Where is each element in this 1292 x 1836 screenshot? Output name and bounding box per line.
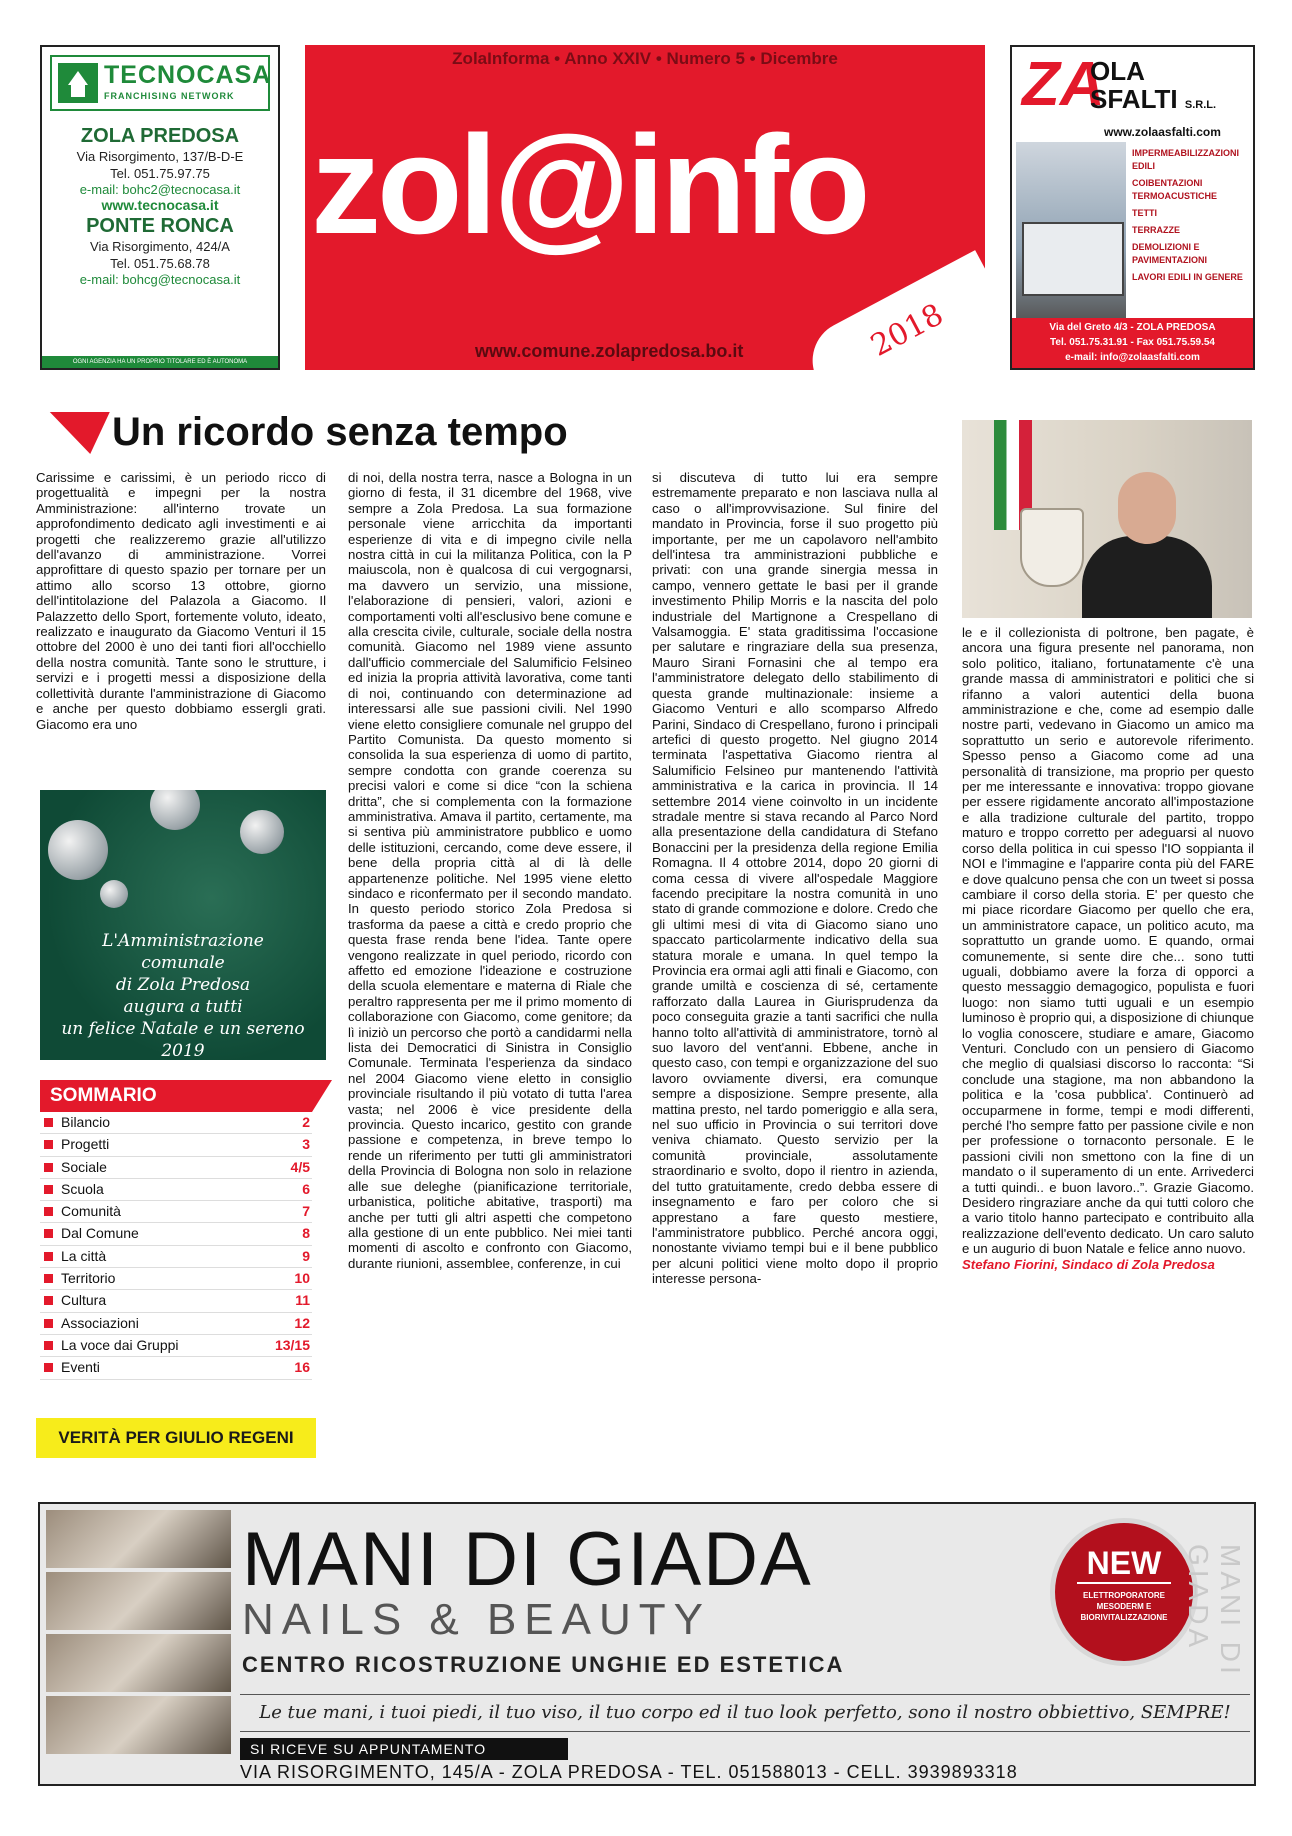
sommario-item[interactable] [40,1290,312,1312]
za-logo-icon: ZA [1022,50,1105,119]
giada-address: VIA RISORGIMENTO, 145/A - ZOLA PREDOSA - TEL. 051588013 - CELL. 3939893318 [240,1762,1018,1782]
sommario-page: 2 [302,1114,310,1130]
tecnocasa-footer: OGNI AGENZIA HA UN PROPRIO TITOLARE ED È AUTONOMA [42,356,278,368]
office1-city: ZOLA PREDOSA [80,125,240,147]
portrait-body [1082,536,1212,618]
giada-subtitle: NAILS & BEAUTY [242,1595,712,1644]
ornament-icon [240,810,284,854]
sommario-item[interactable] [40,1223,312,1245]
service-item: TETTI [1132,208,1157,218]
sommario-label: Bilancio [61,1114,111,1130]
sommario-item[interactable] [40,1357,312,1379]
sommario-item[interactable] [40,1335,312,1357]
sommario-page: 10 [294,1270,310,1287]
issue-line: ZolaInforma • Anno XXIV • Numero 5 • Dicembre [452,49,838,68]
bullet-icon [44,1319,53,1328]
sommario-title: SOMMARIO [40,1080,312,1112]
asfalti-contacts [1012,318,1253,368]
article-column-4-text: le e il collezionista di poltrone, ben pagate, è ancora una figura presente nel panorama, non solo politico, italiano, fortunatamente c'è una grande massa di amministratori e politici che si rifanno a valori autentici della buona amministrazione e che, come ad esempio dalle nostre parti, vedevano in Giacomo un amico ma soprattutto un serio e autorevole riferimento. Spesso penso a Giacomo come ad una personalità di transizione, ma proprio per questo per me interessante e innovativa: troppo giovane per essere rigidamente ancorato all'impostazione e alla tradizione culturale del partito, troppo maturo e troppo corretto per adeguarsi al nuovo corso della politica in cui spesso l'IO soppianta il NOI e l'immagine e l'apparire conta più del FARE e dove qualcuno pensa che con un tweet si possa cambiare il corso della storia. E' per questo che mi piace ricordare Giacomo per quello che era, un amministratore capace, un politico acuto, ma soprattutto un grande uomo. E quando, ormai comunemente, si sente dire che... sono tutti uguali, dobbiamo avere la forza di opporci a questo messaggio demagogico, populista e fuori luogo: non siamo tutti uguali e un esempio luminoso è proprio qui, a disposizione di chiunque lo voglia conoscere, studiare e amare, Giacomo Venturi. Concludo con un pensiero di Giacomo che meglio di qualsiasi discorso lo racconta: “Si conclude una stagione, ma non abbandono la politica e la 'cosa pubblica'. Continuerò ad occuparmene in forme, tempi e modi differenti, perché l'ho sempre fatto per passione civile e non per professione o tornaconto personale. E le passioni civili non smettono con la fine di un mandato o il superamento di un ente. Arrivederci a tutti quindi.. e buon lavoro..”. Grazie Giacomo. Desidero ringraziare anche da qui tutti coloro che a vario titolo hanno partecipato e contribuito alla realizzazione dell'evento dedicato. Un caro saluto e un augurio di buon Natale e felice anno nuovo. [962,625,1254,1257]
giada-appointment: SI RICEVE SU APPUNTAMENTO [240,1738,568,1760]
christmas-greeting [40,790,326,1060]
bullet-icon [44,1185,53,1194]
mayor-photo [962,420,1252,618]
salon-photos [46,1510,231,1760]
bullet-icon [44,1341,53,1350]
greeting-line: L'Amministrazione [102,931,264,951]
office2-city: PONTE RONCA [86,215,234,237]
asfalti-phones: Tel. 051.75.31.91 - Fax 051.75.59.54 [1050,337,1215,348]
masthead-url[interactable]: www.comune.zolapredosa.bo.it [475,341,744,361]
office2-address: Via Risorgimento, 424/A [90,239,230,254]
truck-photo [1016,142,1126,322]
article-column-1: Carissime e carissimi, è un periodo ricco di progettualità e impegni per la nostra Amministrazione: all'interno trovate un approfondimento dedicato agli investimenti e ai progetti che realizzeremo grazie all'utilizzo dell'avanzo di amministrazione. Vorrei approfittare di questo spazio per tornare per un attimo allo scorso 13 ottobre, giorno dell'intitolazione del Palazola a Giacomo. Il Palazzetto dello Sport, fortemente voluto, ideato, realizzato e inaugurato da Giacomo Venturi il 15 ottobre del 2000 è uno dei tanti fiori all'occhiello della nostra comunità. Tante sono le strutture, i servizi e i progetti messi a disposizione della collettività durante l'amministrazione di Giacomo e anche per questo dobbiamo essergli grati. Giacomo era uno [36,470,326,732]
bullet-icon [44,1163,53,1172]
salon-photo [46,1572,231,1630]
bullet-icon [44,1296,53,1305]
sommario-label: Territorio [61,1270,116,1287]
sommario-page: 6 [302,1180,310,1197]
sommario-page: 16 [294,1359,310,1376]
sommario-item[interactable] [40,1313,312,1335]
sommario-item[interactable] [40,1134,312,1156]
sommario-page: 8 [302,1225,310,1242]
bullet-icon [44,1252,53,1261]
bullet-icon [44,1363,53,1372]
giada-side-watermark: MANI DI GIADA [1183,1544,1246,1678]
sommario-item[interactable] [40,1268,312,1290]
crest [1020,508,1084,587]
sommario [40,1080,312,1380]
sommario-label: La voce dai Gruppi [61,1336,179,1353]
sommario-label: Eventi [61,1359,100,1376]
sommario-page: 4/5 [290,1158,310,1175]
sommario-page: 7 [302,1203,310,1220]
asfalti-mail: e-mail: info@zolaasfalti.com [1065,352,1200,363]
masthead-year: 2018 [864,297,949,364]
tecnocasa-brand: TECNOCASA [104,61,272,89]
ad-zola-asfalti [1010,45,1255,370]
bullet-icon [44,1118,53,1127]
office1-tel: Tel. 051.75.97.75 [110,166,210,181]
regeni-banner: VERITÀ PER GIULIO REGENI [36,1418,316,1458]
giada-slogan: Le tue mani, i tuoi piedi, il tuo viso, il tuo corpo ed il tuo look perfetto, sono il nostro obbiettivo, SEMPRE! [240,1694,1250,1732]
portrait-head [1118,472,1176,544]
new-badge [1050,1518,1198,1666]
tecnocasa-network: FRANCHISING NETWORK [104,91,235,101]
sommario-page: 3 [302,1136,310,1153]
ornament-icon [100,880,128,908]
asfalti-name-line1: OLA [1090,56,1145,86]
service-item: IMPERMEABILIZZAZIONI EDILI [1132,148,1239,171]
asfalti-srl: S.R.L. [1184,99,1217,111]
giada-brand: MANI DI GIADA [242,1517,813,1602]
bullet-icon [44,1207,53,1216]
asfalti-services [1132,147,1252,288]
bullet-icon [44,1274,53,1283]
title-flag-icon [30,412,110,454]
greeting-line: di Zola Predosa [115,975,251,995]
sommario-label: Sociale [61,1158,107,1175]
article-column-2: di noi, della nostra terra, nasce a Bologna in un giorno di festa, il 31 dicembre del 1968, vive sempre a Zola Predosa. La sua formazione personale viene arricchita da importanti esperienze di vita e di impegno civile nella nostra città in cui la militanza Politica, con la P maiuscola, non è qualcosa di cui vergognarsi, ma davvero un servizio, una missione, l'elaborazione di pensieri, valori, azioni e comportamenti volti all'esclusivo bene comune e alla crescita civile, culturale, sociale della nostra comunità. Giacomo nel 1989 viene assunto dall'ufficio commerciale del Salumificio Felsineo ed inizia la propria attività lavorativa, come tanti di noi, continuando con determinazione ad interessarsi alle sue passioni civili. Nel 1990 viene eletto consigliere comunale nel gruppo del Partito Comunista. Da questo momento si consolida la sua esperienza di uomo di partito, sempre condotta con grande coerenza su precisi valori e come si dice “con la schiena dritta”, che si complementa con la formazione amministrativa. Amava il partito, certamente, ma si sentiva più amministratore pubblico e uomo delle istituzioni, cercando, come deve essere, il bene della propria città al di là delle appartenenze politiche. Nel 1995 viene eletto sindaco e riconfermato per il secondo mandato. In questo periodo storico Zola Predosa si trasforma da paese a città e credo proprio che questa frase renda bene l'idea. Tante opere vengono realizzate in quel periodo, ricordo con affetto ed emozione l'ideazione e costruzione della scuola elementare e materna di Riale che peraltro rappresenta per me il primo momento di collaborazione con Giacomo, come genitore; da lì iniziò un percorso che portò a candidarmi nella lista dei Democratici di Sinistra in Consiglio Comunale. Terminata l'esperienza da sindaco nel 2004 Giacomo viene eletto in consiglio provinciale risultando il più votato di tutta l'area vasta; nel 2006 è vice presidente della provincia. Questo incarico, gestito con grande passione e competenza, in breve tempo lo rende un riferimento per tutti gli amministratori della Provincia di Bologna non solo in relazione alle sue deleghe (pianificazione territoriale, urbanistica, politiche abitative, trasporti) ma anche per tutti gli altri aspetti che competono alla gestione di un ente pubblico. Nei miei tanti momenti di ascolto e confronto con Giacomo, durante riunioni, assemblee, conferenze, in cui [348,470,632,1271]
masthead-logo: zol@info [311,106,867,263]
salon-photo [46,1510,231,1568]
asfalti-web[interactable]: www.zolaasfalti.com [1104,125,1221,139]
greeting-line: comunale [141,953,225,973]
sommario-label: La città [61,1247,107,1264]
office2-tel: Tel. 051.75.68.78 [110,256,210,271]
new-label: NEW [1077,1545,1171,1584]
salon-photo [46,1696,231,1754]
ornament-icon [150,790,200,830]
sommario-item[interactable] [40,1179,312,1201]
asfalti-name-line2 [1090,85,1216,119]
sommario-item[interactable] [40,1112,312,1134]
article-signature: Stefano Fiorini, Sindaco di Zola Predosa [962,1256,1215,1272]
salon-photo [46,1634,231,1692]
greeting-line: un felice Natale e un sereno 2019 [61,1019,305,1060]
bullet-icon [44,1140,53,1149]
article-column-3: si discuteva di tutto lui era sempre estremamente preparato e non lasciava nulla al caso o all'improvvisazione. Sul finire del mandato in Provincia, forse il suo progetto più importante, per me un capolavoro nell'ambito dell'intesa tra amministrazioni pubbliche e privati: con una grande sinergia messa in campo, vennero gettate le basi per il grande investimento Philip Morris e la nascita del polo industriale del Martignone a Crespellano di Valsamoggia. E' stata graditissima l'occasione per salutare e ringraziare della sua presenza, Mauro Sirani Fornasini che al tempo era l'amministratore delegato dello stabilimento di questa grande multinazionale: insieme a Giacomo Venturi e allo scomparso Alfredo Parini, Sindaco di Crespellano, furono i principali artefici di questo progetto. Nel giugno 2014 terminata l'aspettativa Giacomo rientra al Salumificio Felsineo pur mantenendo l'attività amministrativa e la carica in provincia. Il 14 settembre 2014 viene coinvolto in un incidente stradale mentre si stava recando al Parco Nord alla presentazione della candidatura di Stefano Bonaccini per la presidenza della regione Emilia Romagna. Il 4 ottobre 2014, dopo 20 giorni di coma cessa di vivere all'ospedale Maggiore facendo precipitare la nostra comunità in uno stato di grande commozione e dolore. Credo che gli ultimi mesi di vita di Giacomo siano uno spaccato particolarmente indicativo della sua statura morale e umana. In quel tempo la Provincia era ormai agli atti finali e Giacomo, con grande umiltà e coscienza di sé, certamente rafforzato dalla Laurea in Giurisprudenza da poco conseguita grazie a tanti sacrifici che nulla hanno tolto all'attività di amministratore, tornò al suo lavoro del vent'anni. Ebbene, anche in questo caso, con tempi e organizzazione del suo lavoro ovviamente diversi, era comunque sempre a disposizione. Sempre presente, alla mattina presto, nel tardo pomeriggio e alla sera, nel suo ufficio in Provincia o sui territori dove veniva chiamato. Questo servizio per la comunità provinciale, assolutamente straordinario e svolto, dopo il rientro in azienda, del tutto gratuitamente, credo debba essere di insegnamento e faro per coloro che si apprestano a fare questo mestiere, l'amministratore pubblico. Perché ancora oggi, nonostante viviamo tempi bui e il bene pubblico per alcuni politici viene molto dopo il proprio interesse persona- [652,470,938,1287]
sommario-page: 9 [302,1247,310,1264]
service-item: COIBENTAZIONI TERMOACUSTICHE [1132,178,1217,201]
office1-mail: e-mail: bohc2@tecnocasa.it [79,182,241,197]
sommario-label: Comunità [61,1203,121,1220]
sommario-page: 11 [295,1292,310,1309]
asfalti-name-sfalti: SFALTI [1090,84,1178,114]
office2-mail: e-mail: bohcg@tecnocasa.it [79,272,241,287]
ad-mani-di-giada [38,1502,1256,1786]
article-title: Un ricordo senza tempo [112,410,568,454]
ad-tecnocasa [40,45,280,370]
bullet-icon [44,1229,53,1238]
sommario-label: Progetti [61,1136,110,1153]
giada-description: CENTRO RICOSTRUZIONE UNGHIE ED ESTETICA [242,1652,845,1677]
ornament-icon [48,820,108,880]
asfalti-name [1090,57,1216,119]
tecnocasa-web[interactable]: www.tecnocasa.it [101,197,219,213]
office1-address: Via Risorgimento, 137/B-D-E [76,149,244,164]
sommario-label: Scuola [61,1180,104,1197]
masthead [305,45,985,370]
sommario-item[interactable] [40,1157,312,1179]
house-icon [58,63,98,103]
new-subtext: ELETTROPORATORE MESODERM E BIORIVITALIZZAZIONE [1080,1591,1168,1622]
sommario-label: Associazioni [61,1314,139,1331]
greeting-line: augura a tutti [123,997,243,1017]
service-item: TERRAZZE [1132,225,1180,235]
greeting-text [50,930,316,1060]
asfalti-address: Via del Greto 4/3 - ZOLA PREDOSA [1049,322,1216,333]
sommario-item[interactable] [40,1246,312,1268]
sommario-label: Dal Comune [61,1225,139,1242]
article-column-4 [962,625,1254,1272]
sommario-item[interactable] [40,1201,312,1223]
tecnocasa-logo [50,55,270,111]
portrait [1082,472,1212,618]
sommario-label: Cultura [61,1292,107,1309]
sommario-page: 13/15 [274,1336,310,1353]
service-item: LAVORI EDILI IN GENERE [1132,272,1243,282]
service-item: DEMOLIZIONI E PAVIMENTAZIONI [1132,242,1207,265]
sommario-page: 12 [294,1314,310,1331]
